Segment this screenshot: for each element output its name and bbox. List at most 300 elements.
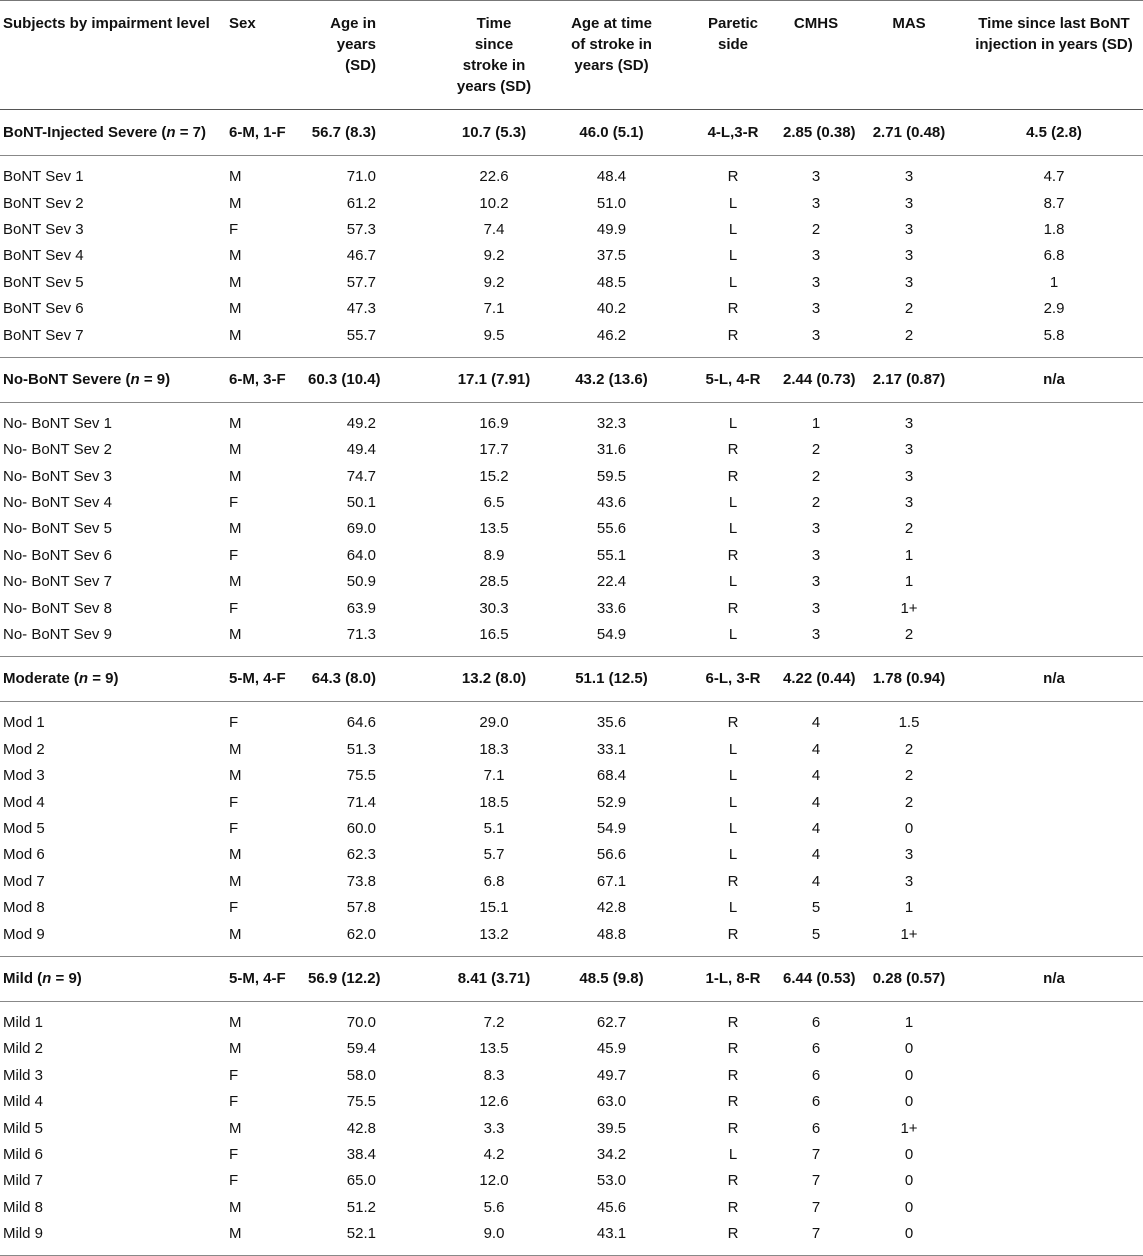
cell-age: 57.8: [346, 899, 376, 917]
spacer-cell: [779, 948, 853, 957]
spacer-cell: [536, 156, 661, 165]
cell-age: 49.4: [346, 441, 376, 459]
spacer-cell: [304, 349, 396, 358]
cell-time-since-stroke: 9.0: [483, 1225, 505, 1243]
spacer-cell: [0, 1247, 226, 1256]
header-age: Age in years (SD): [304, 1, 396, 110]
cell-age: 38.4: [346, 1145, 376, 1163]
cell-paretic-side: R: [727, 1040, 739, 1058]
cell-mas: 3: [904, 414, 914, 432]
cell-paretic-side: R: [727, 441, 739, 459]
cell-age-at-stroke: 48.8: [596, 925, 627, 943]
spacer-cell: [0, 349, 226, 358]
header-sex: Sex: [226, 1, 304, 110]
group-time-since-stroke: 17.1 (7.91): [396, 357, 536, 402]
cell-age: 64.0: [346, 546, 376, 564]
cell-age: 63.9: [346, 599, 376, 617]
cell-sex: M: [229, 846, 242, 864]
spacer-cell: [304, 1001, 396, 1010]
spacer-cell: [226, 156, 304, 165]
group-n-value: = 9): [88, 670, 119, 688]
spacer-cell: [0, 1001, 226, 1010]
cell-cmhs: 4: [811, 793, 821, 811]
cell-sex: F: [229, 1172, 239, 1190]
cell-paretic-side: L: [728, 220, 738, 238]
cell-mas: 3: [904, 441, 914, 459]
cell-mas: 3: [904, 467, 914, 485]
table-row: [0, 411, 1143, 437]
group-sex: 5-M, 4-F: [226, 657, 304, 702]
table-row: [0, 164, 1143, 190]
cell-time-since-stroke: 28.5: [479, 573, 509, 591]
cell-mas: 2: [904, 300, 914, 318]
cell-subject: Mod 3: [3, 767, 45, 785]
cell-time-since-bont: 4.7: [1043, 168, 1065, 186]
group-age: 56.9 (12.2): [304, 956, 396, 1001]
spacer-cell: [779, 1247, 853, 1256]
group-summary-row: [0, 956, 1143, 1001]
spacer-cell: [396, 349, 536, 358]
cell-time-since-bont: [965, 789, 1143, 815]
cell-mas: 0: [904, 1066, 914, 1084]
cell-age-at-stroke: 45.6: [596, 1198, 627, 1216]
cell-time-since-bont: [965, 737, 1143, 763]
cell-cmhs: 7: [811, 1172, 821, 1190]
spacer-cell: [853, 349, 965, 358]
spacer-cell: [965, 1001, 1143, 1010]
cell-cmhs: 6: [811, 1119, 821, 1137]
spacer-cell: [853, 402, 965, 411]
cell-subject: Mod 7: [3, 872, 45, 890]
cell-paretic-side: L: [728, 793, 738, 811]
spacer-cell: [0, 702, 226, 711]
spacer-cell: [965, 648, 1143, 657]
cell-mas: 1+: [900, 1119, 918, 1137]
cell-subject: Mod 6: [3, 846, 45, 864]
cell-age: 71.3: [346, 626, 376, 644]
table-row: [0, 622, 1143, 648]
cell-sex: M: [229, 767, 242, 785]
cell-age-at-stroke: 51.0: [596, 194, 627, 212]
cell-age-at-stroke: 67.1: [596, 872, 627, 890]
cell-age: 69.0: [346, 520, 376, 538]
cell-mas: 3: [904, 872, 914, 890]
cell-time-since-bont: [965, 464, 1143, 490]
cell-cmhs: 3: [811, 247, 821, 265]
cell-paretic-side: L: [728, 626, 738, 644]
cell-paretic-side: L: [728, 273, 738, 291]
cell-mas: 3: [904, 846, 914, 864]
spacer-cell: [536, 648, 661, 657]
cell-age: 50.9: [346, 573, 376, 591]
cell-mas: 1: [904, 899, 914, 917]
cell-cmhs: 2: [811, 467, 821, 485]
cell-subject: BoNT Sev 3: [3, 220, 84, 238]
spacer-cell: [853, 1001, 965, 1010]
group-time-since-bont: n/a: [965, 956, 1143, 1001]
group-end-row: [0, 948, 1143, 957]
spacer-cell: [226, 702, 304, 711]
cell-age: 49.2: [346, 414, 376, 432]
cell-subject: Mod 9: [3, 925, 45, 943]
group-label: No-BoNT Severe (n = 9): [0, 357, 226, 402]
cell-age-at-stroke: 48.4: [596, 168, 627, 186]
spacer-cell: [779, 1001, 853, 1010]
header-subjects: Subjects by impairment level: [0, 1, 226, 110]
table-header: [0, 1, 1143, 110]
cell-sex: M: [229, 1013, 242, 1031]
cell-paretic-side: R: [727, 1198, 739, 1216]
spacer-cell: [853, 702, 965, 711]
cell-time-since-stroke: 30.3: [479, 599, 509, 617]
cell-cmhs: 3: [811, 273, 821, 291]
cell-time-since-bont: 8.7: [1043, 194, 1065, 212]
table-row: [0, 842, 1143, 868]
cell-mas: 2: [904, 520, 914, 538]
cell-age-at-stroke: 34.2: [596, 1145, 627, 1163]
cell-time-since-bont: [965, 1063, 1143, 1089]
cell-time-since-stroke: 13.2: [479, 925, 509, 943]
group-paretic-side: 4-L,3-R: [661, 110, 779, 156]
cell-cmhs: 1: [811, 414, 821, 432]
group-cmhs: 4.22 (0.44): [779, 657, 853, 702]
cell-time-since-bont: [965, 1115, 1143, 1141]
table-row: [0, 1063, 1143, 1089]
spacer-row: [0, 702, 1143, 711]
group-age-at-stroke: 51.1 (12.5): [536, 657, 661, 702]
cell-time-since-bont: [965, 1142, 1143, 1168]
group-age: 56.7 (8.3): [304, 110, 396, 156]
cell-subject: Mild 3: [3, 1066, 44, 1084]
cell-subject: BoNT Sev 4: [3, 247, 84, 265]
spacer-row: [0, 156, 1143, 165]
group-n-symbol: n: [78, 670, 89, 688]
spacer-cell: [661, 1001, 779, 1010]
spacer-cell: [661, 349, 779, 358]
spacer-cell: [965, 402, 1143, 411]
cell-age-at-stroke: 40.2: [596, 300, 627, 318]
spacer-cell: [396, 402, 536, 411]
cell-sex: M: [229, 414, 242, 432]
cell-age: 65.0: [346, 1172, 376, 1190]
table-row: [0, 569, 1143, 595]
cell-subject: No- BoNT Sev 7: [3, 573, 112, 591]
cell-time-since-bont: [965, 1221, 1143, 1247]
cell-age-at-stroke: 55.6: [596, 520, 627, 538]
cell-sex: M: [229, 467, 242, 485]
cell-subject: No- BoNT Sev 6: [3, 546, 112, 564]
cell-time-since-stroke: 9.2: [483, 247, 505, 265]
group-n-symbol: n: [130, 370, 140, 388]
cell-time-since-bont: [965, 1168, 1143, 1194]
cell-mas: 0: [904, 820, 914, 837]
cell-cmhs: 2: [811, 441, 821, 459]
cell-age: 60.0: [346, 820, 376, 837]
cell-time-since-stroke: 18.5: [479, 793, 509, 811]
spacer-cell: [226, 1247, 304, 1256]
spacer-cell: [965, 349, 1143, 358]
group-age: 64.3 (8.0): [304, 657, 396, 702]
cell-time-since-bont: 2.9: [1043, 300, 1065, 318]
cell-time-since-bont: [965, 763, 1143, 789]
cell-time-since-bont: 1: [1049, 273, 1059, 291]
cell-sex: M: [229, 247, 242, 265]
table-row: [0, 490, 1143, 516]
cell-cmhs: 6: [811, 1040, 821, 1058]
group-cmhs: 6.44 (0.53): [779, 956, 853, 1001]
cell-time-since-stroke: 7.4: [483, 220, 505, 238]
cell-subject: BoNT Sev 6: [3, 300, 84, 318]
group-mas: 2.71 (0.48): [853, 110, 965, 156]
cell-time-since-bont: [965, 411, 1143, 437]
spacer-cell: [0, 402, 226, 411]
cell-age-at-stroke: 42.8: [596, 899, 627, 917]
spacer-cell: [226, 1001, 304, 1010]
table-row: [0, 1221, 1143, 1247]
cell-time-since-bont: [965, 816, 1143, 842]
cell-age-at-stroke: 46.2: [596, 326, 627, 344]
spacer-cell: [396, 702, 536, 711]
cell-age-at-stroke: 68.4: [596, 767, 627, 785]
cell-sex: F: [229, 793, 239, 811]
spacer-cell: [965, 948, 1143, 957]
cell-subject: Mild 7: [3, 1172, 44, 1190]
cell-age-at-stroke: 59.5: [596, 467, 627, 485]
cell-sex: M: [229, 273, 242, 291]
cell-age: 71.4: [346, 793, 376, 811]
cell-subject: No- BoNT Sev 1: [3, 414, 112, 432]
cell-time-since-bont: [965, 1089, 1143, 1115]
cell-age: 70.0: [346, 1013, 376, 1031]
cell-subject: BoNT Sev 2: [3, 194, 84, 212]
cell-age: 64.6: [346, 714, 376, 732]
cell-subject: Mod 5: [3, 820, 45, 837]
spacer-cell: [536, 1001, 661, 1010]
cell-age-at-stroke: 49.7: [596, 1066, 627, 1084]
cell-sex: M: [229, 326, 242, 344]
cell-age: 47.3: [346, 300, 376, 318]
cell-paretic-side: L: [728, 194, 738, 212]
cell-cmhs: 2: [811, 220, 821, 238]
cell-paretic-side: L: [728, 767, 738, 785]
table-row: [0, 464, 1143, 490]
cell-cmhs: 7: [811, 1225, 821, 1243]
cell-subject: Mild 9: [3, 1225, 44, 1243]
cell-time-since-bont: [965, 710, 1143, 736]
spacer-cell: [304, 1247, 396, 1256]
cell-cmhs: 3: [811, 599, 821, 617]
group-summary-row: [0, 357, 1143, 402]
cell-age-at-stroke: 53.0: [596, 1172, 627, 1190]
cell-cmhs: 4: [811, 714, 821, 732]
cell-paretic-side: R: [727, 467, 739, 485]
cell-subject: Mod 2: [3, 740, 45, 758]
cell-subject: Mild 8: [3, 1198, 44, 1216]
cell-sex: F: [229, 820, 239, 837]
group-paretic-side: 6-L, 3-R: [661, 657, 779, 702]
cell-subject: Mild 4: [3, 1093, 44, 1111]
cell-paretic-side: R: [727, 599, 739, 617]
cell-time-since-stroke: 7.1: [483, 300, 505, 318]
spacer-cell: [226, 349, 304, 358]
cell-age-at-stroke: 37.5: [596, 247, 627, 265]
group-n-value: = 9): [139, 370, 171, 388]
cell-mas: 3: [904, 494, 914, 512]
cell-age: 42.8: [346, 1119, 376, 1137]
cell-age-at-stroke: 63.0: [596, 1093, 627, 1111]
cell-time-since-stroke: 4.2: [483, 1145, 505, 1163]
cell-subject: No- BoNT Sev 2: [3, 441, 112, 459]
cell-age: 62.3: [346, 846, 376, 864]
spacer-cell: [661, 156, 779, 165]
cell-age-at-stroke: 49.9: [596, 220, 627, 238]
group-mas: 1.78 (0.94): [853, 657, 965, 702]
cell-age-at-stroke: 55.1: [596, 546, 627, 564]
table-row: [0, 763, 1143, 789]
cell-paretic-side: R: [727, 925, 739, 943]
table-row: [0, 270, 1143, 296]
cell-paretic-side: L: [728, 820, 738, 837]
group-name: No-BoNT Severe: [3, 370, 122, 388]
cell-subject: Mod 8: [3, 899, 45, 917]
cell-sex: M: [229, 300, 242, 318]
cell-sex: M: [229, 1119, 242, 1137]
cell-sex: M: [229, 573, 242, 591]
cell-sex: F: [229, 1093, 239, 1111]
group-label: Moderate (n = 9): [0, 657, 226, 702]
spacer-cell: [779, 648, 853, 657]
cell-paretic-side: L: [728, 494, 738, 512]
cell-cmhs: 3: [811, 520, 821, 538]
cell-paretic-side: R: [727, 714, 739, 732]
spacer-cell: [965, 156, 1143, 165]
spacer-cell: [304, 402, 396, 411]
cell-time-since-stroke: 6.8: [483, 872, 505, 890]
group-summary-row: [0, 657, 1143, 702]
cell-age: 51.3: [346, 740, 376, 758]
cell-age-at-stroke: 54.9: [596, 820, 627, 837]
cell-mas: 2: [904, 326, 914, 344]
spacer-cell: [965, 702, 1143, 711]
cell-paretic-side: R: [727, 1172, 739, 1190]
cell-time-since-stroke: 8.9: [483, 546, 505, 564]
group-n-value: = 7): [175, 123, 206, 141]
cell-age: 62.0: [346, 925, 376, 943]
cell-age: 50.1: [346, 494, 376, 512]
cell-age-at-stroke: 33.6: [596, 599, 627, 617]
table-row: [0, 1115, 1143, 1141]
group-age-at-stroke: 48.5 (9.8): [536, 956, 661, 1001]
cell-time-since-stroke: 5.1: [483, 820, 505, 837]
cell-age-at-stroke: 62.7: [596, 1013, 627, 1031]
cell-subject: Mild 6: [3, 1145, 44, 1163]
cell-mas: 0: [904, 1225, 914, 1243]
cell-age: 71.0: [346, 168, 376, 186]
spacer-cell: [0, 648, 226, 657]
group-time-since-stroke: 13.2 (8.0): [396, 657, 536, 702]
group-end-row: [0, 1247, 1143, 1256]
table-row: [0, 869, 1143, 895]
spacer-cell: [396, 156, 536, 165]
cell-age-at-stroke: 56.6: [596, 846, 627, 864]
cell-mas: 2: [904, 626, 914, 644]
spacer-cell: [536, 1247, 661, 1256]
cell-cmhs: 7: [811, 1145, 821, 1163]
cell-age: 46.7: [346, 247, 376, 265]
spacer-cell: [661, 702, 779, 711]
cell-sex: M: [229, 1040, 242, 1058]
table-row: [0, 921, 1143, 947]
spacer-cell: [965, 1247, 1143, 1256]
table-row: [0, 1010, 1143, 1036]
group-mas: 2.17 (0.87): [853, 357, 965, 402]
header-cmhs: CMHS: [779, 1, 853, 110]
spacer-cell: [304, 702, 396, 711]
spacer-cell: [304, 948, 396, 957]
spacer-cell: [396, 648, 536, 657]
cell-sex: M: [229, 1225, 242, 1243]
cell-age: 57.3: [346, 220, 376, 238]
cell-age-at-stroke: 54.9: [596, 626, 627, 644]
cell-time-since-stroke: 8.3: [483, 1066, 505, 1084]
group-cmhs: 2.44 (0.73): [779, 357, 853, 402]
table-row: [0, 1089, 1143, 1115]
spacer-cell: [779, 402, 853, 411]
table-row: [0, 595, 1143, 621]
cell-age: 75.5: [346, 1093, 376, 1111]
cell-paretic-side: R: [727, 546, 739, 564]
cell-cmhs: 5: [811, 925, 821, 943]
table-body: [0, 110, 1143, 1256]
cell-mas: 2: [904, 767, 914, 785]
group-paretic-side: 5-L, 4-R: [661, 357, 779, 402]
cell-mas: 0: [904, 1198, 914, 1216]
cell-cmhs: 3: [811, 168, 821, 186]
cell-time-since-stroke: 16.9: [479, 414, 509, 432]
cell-paretic-side: L: [728, 520, 738, 538]
cell-mas: 1+: [900, 925, 918, 943]
cell-mas: 1: [904, 1013, 914, 1031]
cell-time-since-stroke: 6.5: [483, 494, 505, 512]
cell-paretic-side: L: [728, 846, 738, 864]
cell-age-at-stroke: 43.1: [596, 1225, 627, 1243]
spacer-cell: [853, 948, 965, 957]
group-n-symbol: n: [166, 123, 176, 141]
cell-mas: 0: [904, 1145, 914, 1163]
cell-paretic-side: R: [727, 1066, 739, 1084]
cell-subject: Mild 5: [3, 1119, 44, 1137]
spacer-cell: [0, 948, 226, 957]
cell-mas: 3: [904, 247, 914, 265]
group-n-symbol: n: [42, 969, 52, 987]
spacer-cell: [853, 1247, 965, 1256]
cell-sex: M: [229, 1198, 242, 1216]
cell-cmhs: 6: [811, 1093, 821, 1111]
cell-sex: F: [229, 899, 239, 917]
cell-cmhs: 4: [811, 767, 821, 785]
cell-cmhs: 3: [811, 573, 821, 591]
group-name: BoNT-Injected Severe: [3, 123, 158, 141]
cell-time-since-bont: [965, 1010, 1143, 1036]
table-row: [0, 516, 1143, 542]
cell-time-since-bont: [965, 869, 1143, 895]
cell-mas: 2: [904, 740, 914, 758]
cell-time-since-stroke: 9.2: [483, 273, 505, 291]
cell-time-since-bont: [965, 569, 1143, 595]
group-name: Mild: [3, 969, 33, 987]
group-cmhs: 2.85 (0.38): [779, 110, 853, 156]
cell-time-since-stroke: 15.2: [479, 467, 509, 485]
